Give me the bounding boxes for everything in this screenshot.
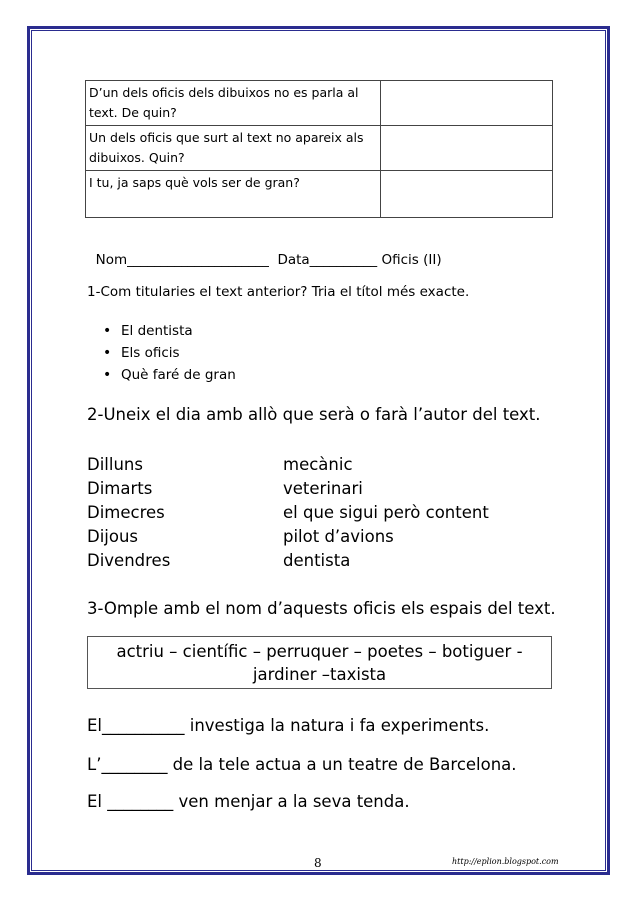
list-item: • El dentista	[100, 320, 236, 342]
fill-sentence: L’________ de la tele actua a un teatre de Barcelona.	[87, 755, 517, 774]
day-label: Dimecres	[87, 503, 165, 522]
answer-cell[interactable]	[381, 126, 553, 171]
exercise3-prompt: 3-Omple amb el nom d’aquests oficis els espais del text.	[87, 599, 556, 618]
answer-cell[interactable]	[381, 171, 553, 218]
word-bank-line: jardiner –taxista	[252, 665, 387, 684]
exercise1-prompt: 1-Com titularies el text anterior? Tria el títol més exacte.	[87, 284, 470, 300]
list-item: • Què faré de gran	[100, 364, 236, 386]
job-label: mecànic	[283, 455, 353, 474]
day-label: Dimarts	[87, 479, 153, 498]
page-number: 8	[314, 856, 322, 870]
date-field[interactable]: Data__________	[277, 252, 378, 268]
table-row	[86, 126, 553, 171]
word-bank-line: actriu – científic – perruquer – poetes – botiguer -	[116, 642, 523, 661]
table-row	[86, 81, 553, 126]
question-cell: I tu, ja saps què vols ser de gran?	[86, 171, 381, 218]
header-line	[87, 236, 442, 268]
footer-url: http://eplion.blogspot.com	[452, 857, 559, 866]
job-label: veterinari	[283, 479, 363, 498]
fill-sentence: El ________ ven menjar a la seva tenda.	[87, 792, 410, 811]
question-cell: D’un dels oficis dels dibuixos no es parla al text. De quin?	[86, 81, 381, 126]
word-bank	[87, 636, 552, 689]
table-row	[86, 171, 553, 218]
exercise1-options	[100, 320, 236, 386]
questions-table	[85, 80, 553, 218]
name-field[interactable]: Nom_____________________	[95, 252, 269, 268]
question-cell: Un dels oficis que surt al text no apareix als dibuixos. Quin?	[86, 126, 381, 171]
exercise2-prompt: 2-Uneix el dia amb allò que serà o farà l’autor del text.	[87, 405, 541, 424]
answer-cell[interactable]	[381, 81, 553, 126]
fill-sentence: El__________ investiga la natura i fa experiments.	[87, 716, 490, 735]
job-label: dentista	[283, 551, 351, 570]
job-label: el que sigui però content	[283, 503, 489, 522]
day-label: Dilluns	[87, 455, 143, 474]
list-item: • Els oficis	[100, 342, 236, 364]
worksheet-title: Oficis (II)	[381, 252, 442, 268]
day-label: Dijous	[87, 527, 139, 546]
job-label: pilot d’avions	[283, 527, 394, 546]
day-label: Divendres	[87, 551, 171, 570]
